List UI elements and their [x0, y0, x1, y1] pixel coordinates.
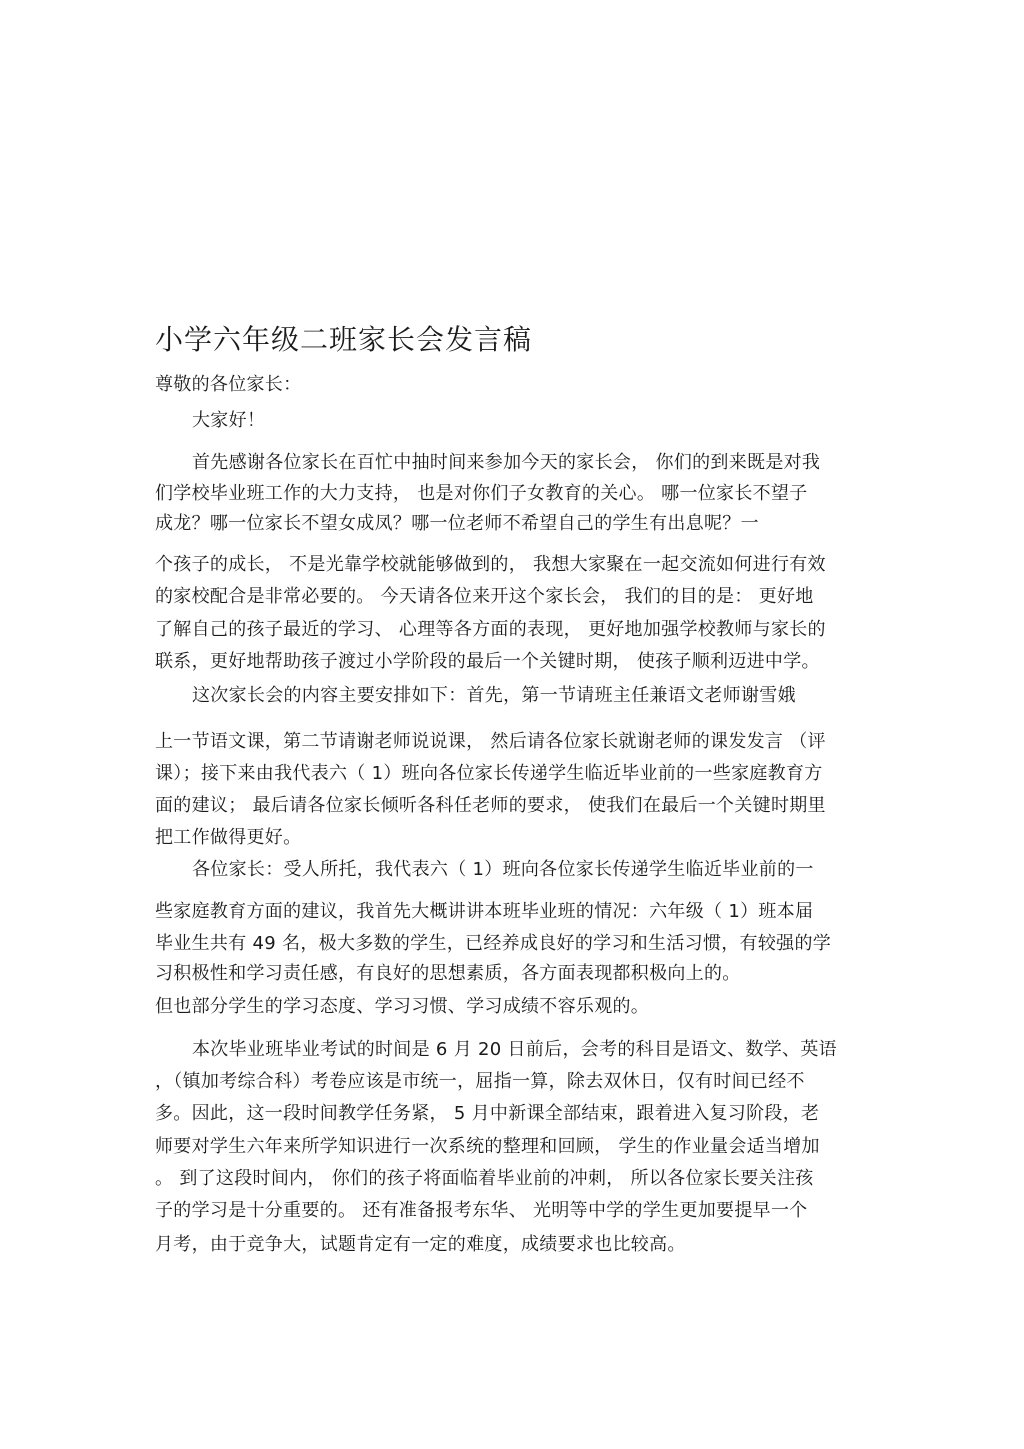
paragraph-line: ，（镇加考综合科）考卷应该是市统一，屈指一算，除去双休日，仅有时间已经不	[155, 1071, 805, 1092]
paragraph-line: 了解自己的孩子最近的学习、 心理等各方面的表现， 更好地加强学校教师与家长的	[155, 619, 826, 640]
paragraph-line: 的家校配合是非常必要的。 今天请各位来开这个家长会， 我们的目的是： 更好地	[155, 586, 814, 607]
document-title: 小学六年级二班家长会发言稿	[155, 323, 533, 356]
paragraph-line: 。 到了这段时间内， 你们的孩子将面临着毕业前的冲刺， 所以各位家长要关注孩	[155, 1168, 814, 1189]
paragraph-line: 子的学习是十分重要的。 还有准备报考东华、 光明等中学的学生更加要提早一个	[155, 1200, 808, 1221]
paragraph-line: 个孩子的成长， 不是光靠学校就能够做到的， 我想大家聚在一起交流如何进行有效	[155, 554, 826, 575]
paragraph-line: 成龙？哪一位家长不望女成凤？哪一位老师不希望自己的学生有出息呢？一	[155, 513, 759, 534]
paragraph-line: 把工作做得更好。	[155, 827, 302, 848]
paragraph-line: 毕业生共有 49 名，极大多数的学生，已经养成良好的学习和生活习惯，有较强的学	[155, 933, 832, 954]
paragraph-line: 各位家长：受人所托，我代表六（ 1）班向各位家长传递学生临近毕业前的一	[192, 859, 814, 880]
paragraph-line: 首先感谢各位家长在百忙中抽时间来参加今天的家长会， 你们的到来既是对我	[192, 452, 821, 473]
paragraph-line: 多。因此，这一段时间教学任务紧， 5 月中新课全部结束，跟着进入复习阶段，老	[155, 1103, 820, 1124]
paragraph-line: 上一节语文课，第二节请谢老师说说课， 然后请各位家长就谢老师的课发发言 （评	[155, 731, 826, 752]
paragraph-line: 这次家长会的内容主要安排如下：首先，第一节请班主任兼语文老师谢雪娥	[192, 685, 796, 706]
paragraph-line: 本次毕业班毕业考试的时间是 6 月 20 日前后，会考的科目是语文、数学、英语	[192, 1039, 837, 1060]
paragraph-line: 习积极性和学习责任感，有良好的思想素质，各方面表现都积极向上的。	[155, 963, 741, 984]
paragraph-line: 们学校毕业班工作的大力支持， 也是对你们子女教育的关心。 哪一位家长不望子	[155, 483, 808, 504]
paragraph-line: 月考，由于竞争大，试题肯定有一定的难度，成绩要求也比较高。	[155, 1234, 686, 1255]
greeting: 大家好！	[192, 410, 266, 431]
salutation: 尊敬的各位家长：	[155, 374, 302, 395]
paragraph-line: 师要对学生六年来所学知识进行一次系统的整理和回顾， 学生的作业量会适当增加	[155, 1136, 820, 1157]
paragraph-line: 联系，更好地帮助孩子渡过小学阶段的最后一个关键时期， 使孩子顺利迈进中学。	[155, 651, 820, 672]
paragraph-line: 些家庭教育方面的建议，我首先大概讲讲本班毕业班的情况：六年级（ 1）班本届	[155, 901, 814, 922]
paragraph-line: 面的建议； 最后请各位家长倾听各科任老师的要求， 使我们在最后一个关键时期里	[155, 795, 826, 816]
paragraph-line: 但也部分学生的学习态度、学习习惯、学习成绩不容乐观的。	[155, 996, 650, 1017]
paragraph-line: 课）；接下来由我代表六（ 1）班向各位家长传递学生临近毕业前的一些家庭教育方	[155, 763, 823, 784]
